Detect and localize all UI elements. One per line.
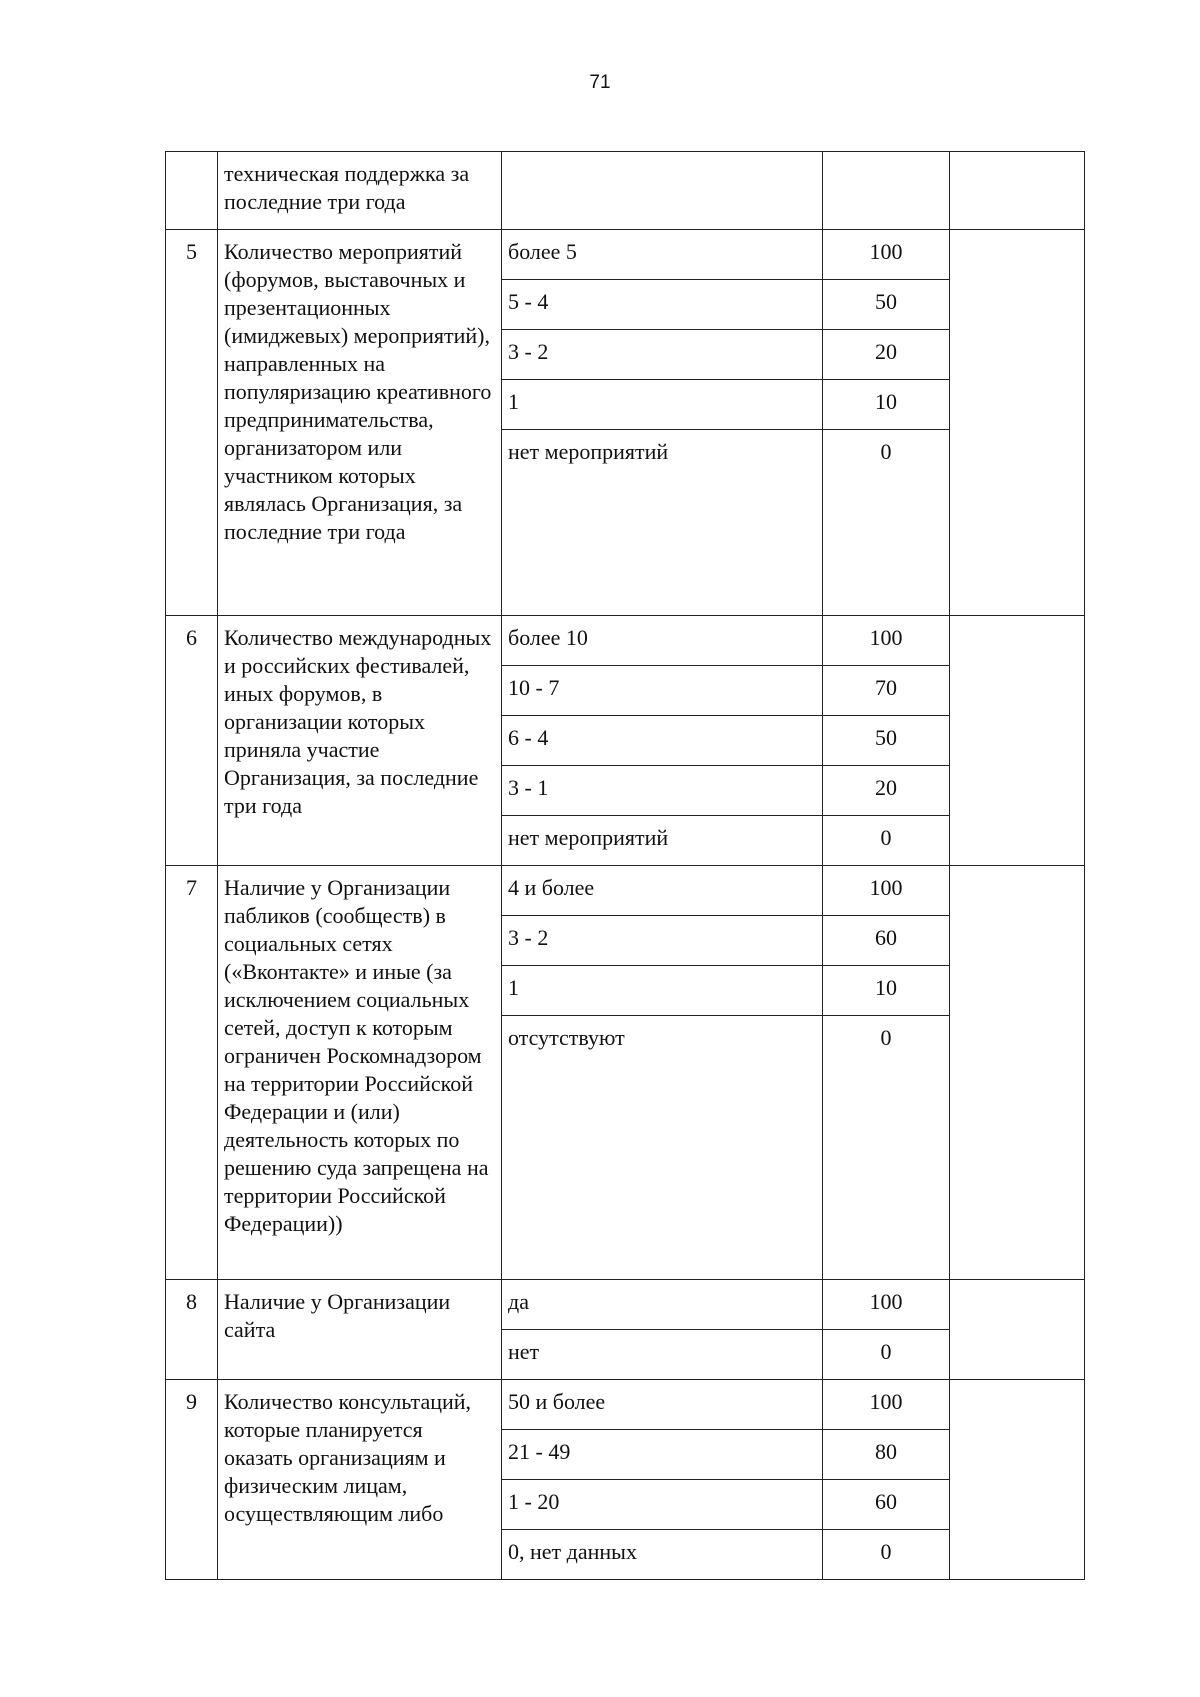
option-label: более 5 xyxy=(502,230,823,280)
criterion-description: Количество мероприятий (форумов, выставочных и презентационных (имиджевых) мероприятий), направленных на популяризацию креативного предпринимательства, организатором или участником которых являлась Организация, за последние три года xyxy=(218,230,502,616)
option-points: 100 xyxy=(823,230,950,280)
cell-score xyxy=(950,230,1085,616)
cell-number xyxy=(166,152,218,230)
option-label: нет мероприятий xyxy=(502,816,823,866)
option-label: 1 - 20 xyxy=(502,1480,823,1530)
criteria-table xyxy=(165,151,1085,1580)
cell-score xyxy=(950,1280,1085,1380)
option-points: 60 xyxy=(823,916,950,966)
table-row xyxy=(166,866,1085,916)
option-label: 0, нет данных xyxy=(502,1530,823,1580)
table-row xyxy=(166,230,1085,280)
option-points: 20 xyxy=(823,330,950,380)
option-label: отсутствуют xyxy=(502,1016,823,1280)
cell-score xyxy=(950,866,1085,1280)
cell-score xyxy=(950,152,1085,230)
option-label: нет мероприятий xyxy=(502,430,823,616)
option-points: 0 xyxy=(823,430,950,616)
option-points: 60 xyxy=(823,1480,950,1530)
option-label: 5 - 4 xyxy=(502,280,823,330)
table-row-continuation xyxy=(166,152,1085,230)
option-label: 1 xyxy=(502,966,823,1016)
criterion-description xyxy=(218,152,502,230)
option-points: 10 xyxy=(823,966,950,1016)
criterion-description: Наличие у Организации сайта xyxy=(218,1280,502,1380)
cell-score xyxy=(950,1380,1085,1580)
cell-score xyxy=(950,616,1085,866)
option-points: 0 xyxy=(823,1016,950,1280)
option-points: 0 xyxy=(823,1530,950,1580)
option-points: 50 xyxy=(823,280,950,330)
table-row xyxy=(166,616,1085,666)
criterion-number: 6 xyxy=(166,616,218,866)
criterion-description: Количество международных и российских фестивалей, иных форумов, в организации которых приняла участие Организация, за последние три года xyxy=(218,616,502,866)
option-label: 3 - 1 xyxy=(502,766,823,816)
criterion-description: Наличие у Организации пабликов (сообществ) в социальных сетях («Вконтакте» и иные (за исключением социальных сетей, доступ к которым ограничен Роскомнадзором на территории Российской Федерации и (или) деятельность которых по решению суда запрещена на территории Российской Федерации)) xyxy=(218,866,502,1280)
option-label: 1 xyxy=(502,380,823,430)
cell-option xyxy=(502,152,823,230)
option-label: да xyxy=(502,1280,823,1330)
option-points: 100 xyxy=(823,1380,950,1430)
criterion-number: 5 xyxy=(166,230,218,616)
table-row xyxy=(166,1280,1085,1330)
option-points: 100 xyxy=(823,616,950,666)
option-points: 70 xyxy=(823,666,950,716)
table-row xyxy=(166,1380,1085,1430)
page-number: 71 xyxy=(589,72,611,93)
option-points: 50 xyxy=(823,716,950,766)
criterion-description-text: техническая поддержка за последние три года xyxy=(224,161,470,214)
option-points: 100 xyxy=(823,1280,950,1330)
option-label: 10 - 7 xyxy=(502,666,823,716)
option-label: 3 - 2 xyxy=(502,330,823,380)
criterion-number: 8 xyxy=(166,1280,218,1380)
option-points: 0 xyxy=(823,1330,950,1380)
option-points: 0 xyxy=(823,816,950,866)
option-points: 80 xyxy=(823,1430,950,1480)
criterion-number: 7 xyxy=(166,866,218,1280)
cell-points xyxy=(823,152,950,230)
option-label: 6 - 4 xyxy=(502,716,823,766)
criterion-description: Количество консультаций, которые планируется оказать организациям и физическим лицам, осуществляющим либо xyxy=(218,1380,502,1580)
option-label: 21 - 49 xyxy=(502,1430,823,1480)
option-points: 10 xyxy=(823,380,950,430)
option-points: 100 xyxy=(823,866,950,916)
option-label: 50 и более xyxy=(502,1380,823,1430)
criterion-number: 9 xyxy=(166,1380,218,1580)
option-label: нет xyxy=(502,1330,823,1380)
option-points: 20 xyxy=(823,766,950,816)
option-label: более 10 xyxy=(502,616,823,666)
option-label: 4 и более xyxy=(502,866,823,916)
option-label: 3 - 2 xyxy=(502,916,823,966)
